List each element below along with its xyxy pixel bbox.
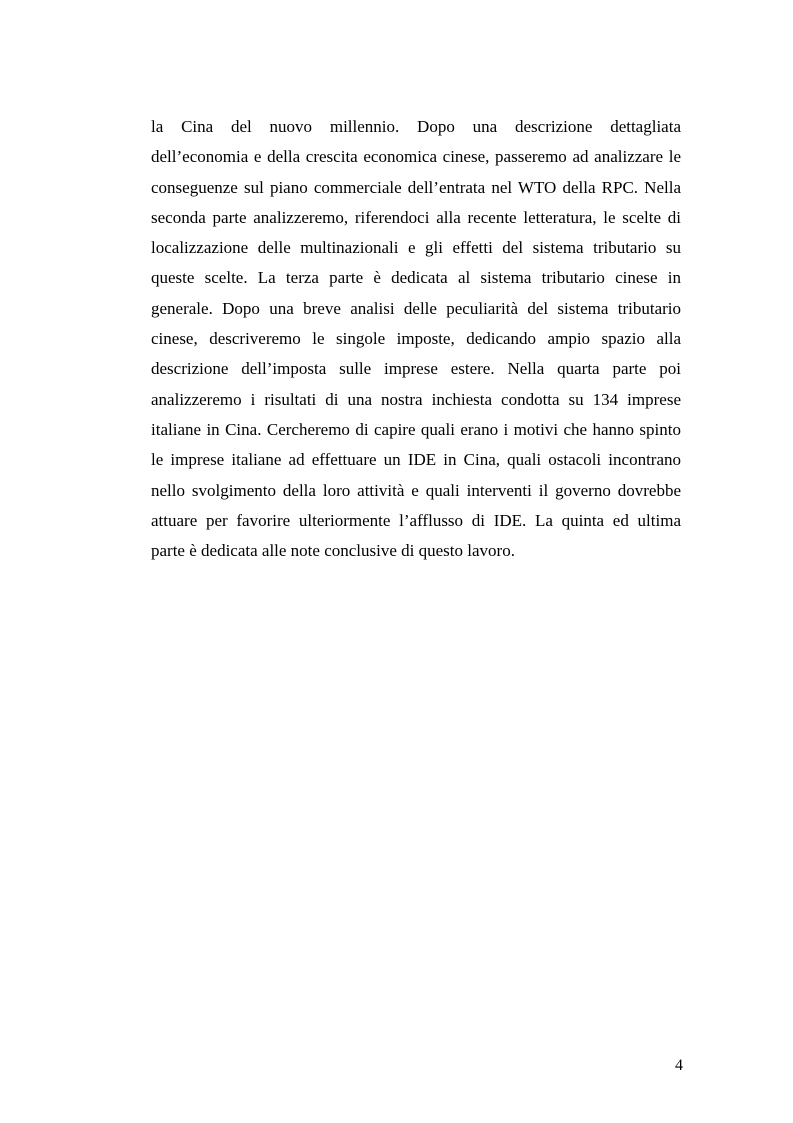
paragraph-line-9: descrizione dell’imposta sulle imprese estere. Nella quarta parte poi [151, 359, 681, 379]
paragraph-line-6: queste scelte. La terza parte è dedicata al sistema tributario cinese in [151, 268, 681, 288]
paragraph-line-3: conseguenze sul piano commerciale dell’entrata nel WTO della RPC. Nella [151, 177, 681, 197]
page-number: 4 [675, 1057, 683, 1074]
paragraph-line-4: seconda parte analizzeremo, riferendoci alla recente letteratura, le scelte di [151, 207, 681, 227]
paragraph-line-8: cinese, descriveremo le singole imposte, dedicando ampio spazio alla [151, 329, 681, 349]
paragraph-line-15: parte è dedicata alle note conclusive di questo lavoro. [151, 541, 515, 561]
paragraph-line-5: localizzazione delle multinazionali e gli effetti del sistema tributario su [151, 238, 681, 258]
paragraph-line-1: la Cina del nuovo millennio. Dopo una descrizione dettagliata [151, 117, 681, 136]
paragraph-line-13: nello svolgimento della loro attività e quali interventi il governo dovrebbe [151, 480, 681, 500]
paragraph-line-12: le imprese italiane ad effettuare un IDE in Cina, quali ostacoli incontrano [151, 450, 681, 470]
paragraph-line-14: attuare per favorire ulteriormente l’afflusso di IDE. La quinta ed ultima [151, 510, 681, 530]
body-paragraph [151, 112, 681, 566]
paragraph-line-7: generale. Dopo una breve analisi delle peculiarità del sistema tributario [151, 298, 681, 318]
paragraph-line-10: analizzeremo i risultati di una nostra inchiesta condotta su 134 imprese [151, 389, 681, 409]
paragraph-line-11: italiane in Cina. Cercheremo di capire quali erano i motivi che hanno spinto [151, 419, 681, 439]
paragraph-line-2: dell’economia e della crescita economica cinese, passeremo ad analizzare le [151, 147, 681, 167]
